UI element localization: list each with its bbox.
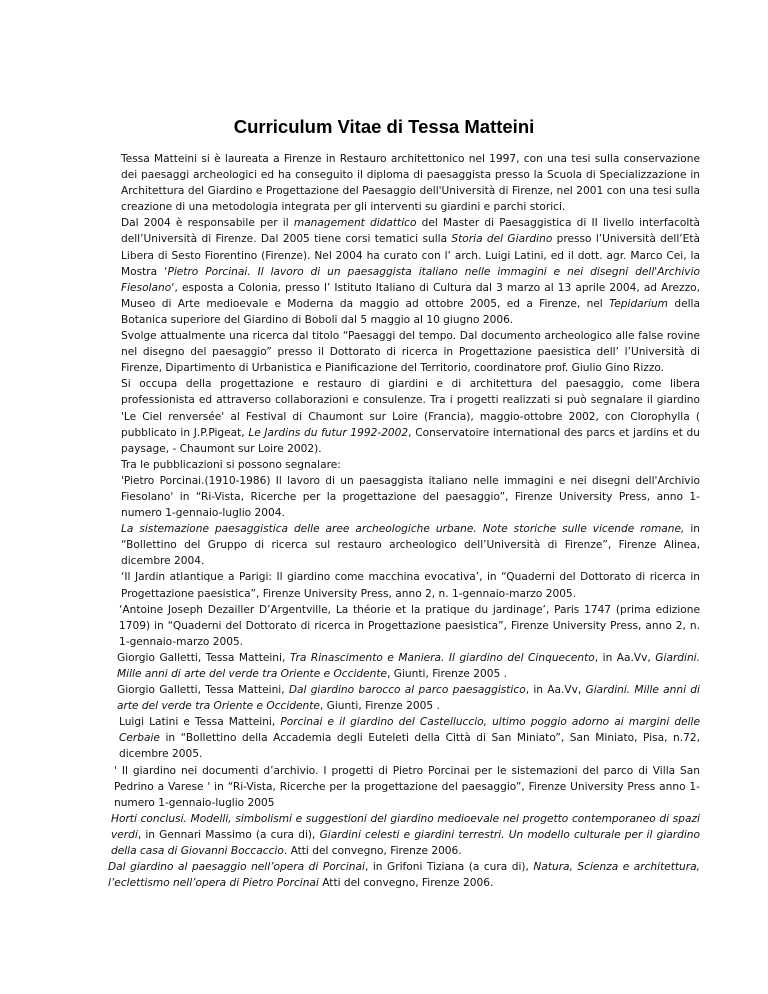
cv-paragraph (108, 569, 700, 601)
text-segment: , Giunti, Firenze 2005 . (387, 668, 507, 680)
text-segment: Luigi Latini e Tessa Matteini, (119, 716, 281, 729)
italic-text: La sistemazione paesaggistica delle aree archeologiche urbane. Note storiche sulle vicende romane, (121, 523, 685, 536)
text-segment: , Conservatoire international des parcs et jardins et du paysage, - Chaumont sur Loire 2002). (121, 426, 700, 455)
text-segment: , in Grifoni Tiziana (a cura di), (364, 861, 534, 874)
text-segment: del Master di Paesaggistica di II livello interfacoltà dell’Università di Firenze. Dal 2005 tiene corsi tematici sulla (121, 217, 700, 246)
text-segment: Svolge attualmente una ricerca dal titolo “Paesaggi del tempo. Dal documento archeologico alle false rovine nel disegno del paesaggio” presso il Dottorato di ricerca in Progettazione paesistica dell’ l’Università di Firenze, Dipartimento di Urbanistica e Pianificazione del Territorio, coordinatore prof. Giulio Gino Rizzo. (121, 330, 700, 375)
text-segment: ‘, esposta a Colonia, presso l’ Istituto Italiano di Cultura dal 3 marzo al 13 aprile 2004, ad Arezzo, Museo di Arte medioevale e Moderna da maggio ad ottobre 2005, ed a Firenze, nel (121, 281, 700, 310)
cv-paragraph (108, 650, 700, 682)
text-segment: presso l’Università dell’Età Libera di Sesto Fiorentino (Firenze). Nel 2004 ha curato con l’ arch. Luigi Latini, ed il dott. agr. Marco Cei, la Mostra ‘ (121, 233, 701, 278)
cv-paragraph (108, 811, 700, 859)
italic-text: Giardini. Mille anni di arte del verde tra Oriente e Occidente (117, 684, 700, 713)
italic-text: Tra Rinascimento e Maniera. Il giardino del Cinquecento (289, 651, 595, 664)
italic-text: Dal giardino al paesaggio nell’opera di Porcinai (108, 861, 365, 874)
text-segment: Tra le pubblicazioni si possono segnalare: (121, 458, 341, 471)
text-segment: ' Il giardino nei documenti d’archivio. I progetti di Pietro Porcinai per le sistemazioni del parco di Villa San Pedrino a Varese ' in “Ri-Vista, Ricerche per la progettazione del paesaggio”, Firenze University Press anno 1- numero 1-gennaio-luglio 2005 (114, 764, 700, 809)
italic-text: management didattico (293, 217, 417, 230)
italic-text: Tepidarium (609, 297, 669, 310)
cv-paragraph (108, 215, 700, 328)
text-segment: , in Aa.Vv, (525, 684, 586, 697)
text-segment: Dal 2004 è responsabile per il (121, 217, 294, 230)
italic-text: Dal giardino barocco al parco paesaggistico (288, 684, 526, 697)
text-segment: , in Aa.Vv, (594, 651, 656, 664)
cv-paragraph (108, 714, 700, 762)
italic-text: Storia del Giardino (451, 233, 553, 246)
text-segment: ‘Il Jardin atlantique a Parigi: Il giardino come macchina evocativa’, in “Quaderni del Dottorato di ricerca in Progettazione paesistica”, Firenze University Press, anno 2, n. 1-gennaio-marzo 2005. (121, 571, 700, 600)
italic-text: Pietro Porcinai. Il lavoro di un paesaggista italiano nelle immagini e nei disegni dell'Archivio Fiesolano (121, 265, 700, 294)
text-segment: . Atti del convegno, Firenze 2006. (283, 845, 462, 858)
text-segment: in “Bollettino del Gruppo di ricerca sul restauro archeologico dell’Università di Firenze”, Firenze Alinea, dicembre 2004. (121, 523, 701, 568)
text-segment: 'Pietro Porcinai.(1910-1986) Il lavoro di un paesaggista italiano nelle immagini e nei disegni dell'Archivio Fiesolano' in “Ri-Vista, Ricerche per la progettazione del paesaggio”, Firenze University Press, anno 1- numero 1-gennaio-luglio 2004. (121, 474, 700, 520)
italic-text: Horti conclusi. Modelli, simbolismi e suggestioni del giardino medioevale nel progetto contemporaneo di spazi verdi (111, 812, 700, 841)
italic-text: Giardini. Mille anni di arte del verde tra Oriente e Occidente (117, 651, 700, 680)
text-segment: Giorgio Galletti, Tessa Matteini, (117, 684, 289, 697)
cv-paragraph (108, 521, 700, 569)
text-segment: Atti del convegno, Firenze 2006. (318, 877, 494, 890)
italic-text: Giardini celesti e giardini terrestri. Un modello culturale per il giardino della casa di Giovanni Boccaccio (111, 828, 700, 858)
text-segment: Giorgio Galletti, Tessa Matteini, (117, 651, 290, 664)
italic-text: Porcinai e il giardino del Castelluccio, ultimo poggio adorno ai margini delle Cerbaie (119, 716, 701, 745)
cv-paragraph (108, 328, 700, 376)
cv-paragraph (108, 473, 700, 521)
cv-paragraph (108, 602, 700, 650)
page-title: Curriculum Vitae di Tessa Matteini (233, 116, 535, 137)
cv-paragraph (108, 376, 700, 456)
cv-body (108, 151, 700, 891)
cv-paragraph (108, 457, 700, 473)
text-segment: Tessa Matteini si è laureata a Firenze in Restauro architettonico nel 1997, con una tesi sulla conservazione dei paesaggi archeologici ed ha conseguito il diploma di paesaggista presso la Scuola di Specializzazione in Architettura del Giardino e Progettazione del Paesaggio dell'Università di Firenze, nel 2001 con una tesi sulla creazione di una metodologia integrata per gli interventi su giardini e parchi storici. (121, 153, 700, 214)
text-segment: ‘Antoine Joseph Dezailler D’Argentville, La théorie et la pratique du jardinage’, Paris 1747 (prima edizione 1709) in “Quaderni del Dottorato di ricerca in Progettazione paesistica”, Firenze University Press, anno 2, n. 1-gennaio-marzo 2005. (119, 603, 700, 648)
italic-text: Le Jardins du futur 1992-2002 (248, 426, 409, 439)
cv-paragraph (108, 682, 700, 714)
text-segment: in “Bollettino della Accademia degli Euteleti della Città di San Miniato”, San Miniato, Pisa, n.72, dicembre 2005. (119, 732, 700, 761)
text-segment: , in Gennari Massimo (a cura di), (137, 828, 320, 841)
cv-paragraph (108, 859, 700, 891)
text-segment: Si occupa della progettazione e restauro di giardini e di architettura del paesaggio, come libera professionista ed attraverso collaborazioni e consulenze. Tra i progetti realizzati si può segnalare il giardino 'Le Ciel renversée' al Festival di Chaumont sur Loire (Francia), maggio-ottobre 2002, con Clorophylla ( pubblicato in J.P.Pigeat, (121, 378, 700, 439)
text-segment: , Giunti, Firenze 2005 . (319, 700, 440, 713)
italic-text: Natura, Scienza e architettura, l’eclettismo nell’opera di Pietro Porcinai (108, 861, 700, 890)
text-segment: della Botanica superiore del Giardino di Boboli dal 5 maggio al 10 giugno 2006. (121, 297, 700, 326)
cv-paragraph (108, 151, 700, 215)
cv-paragraph (108, 763, 700, 811)
